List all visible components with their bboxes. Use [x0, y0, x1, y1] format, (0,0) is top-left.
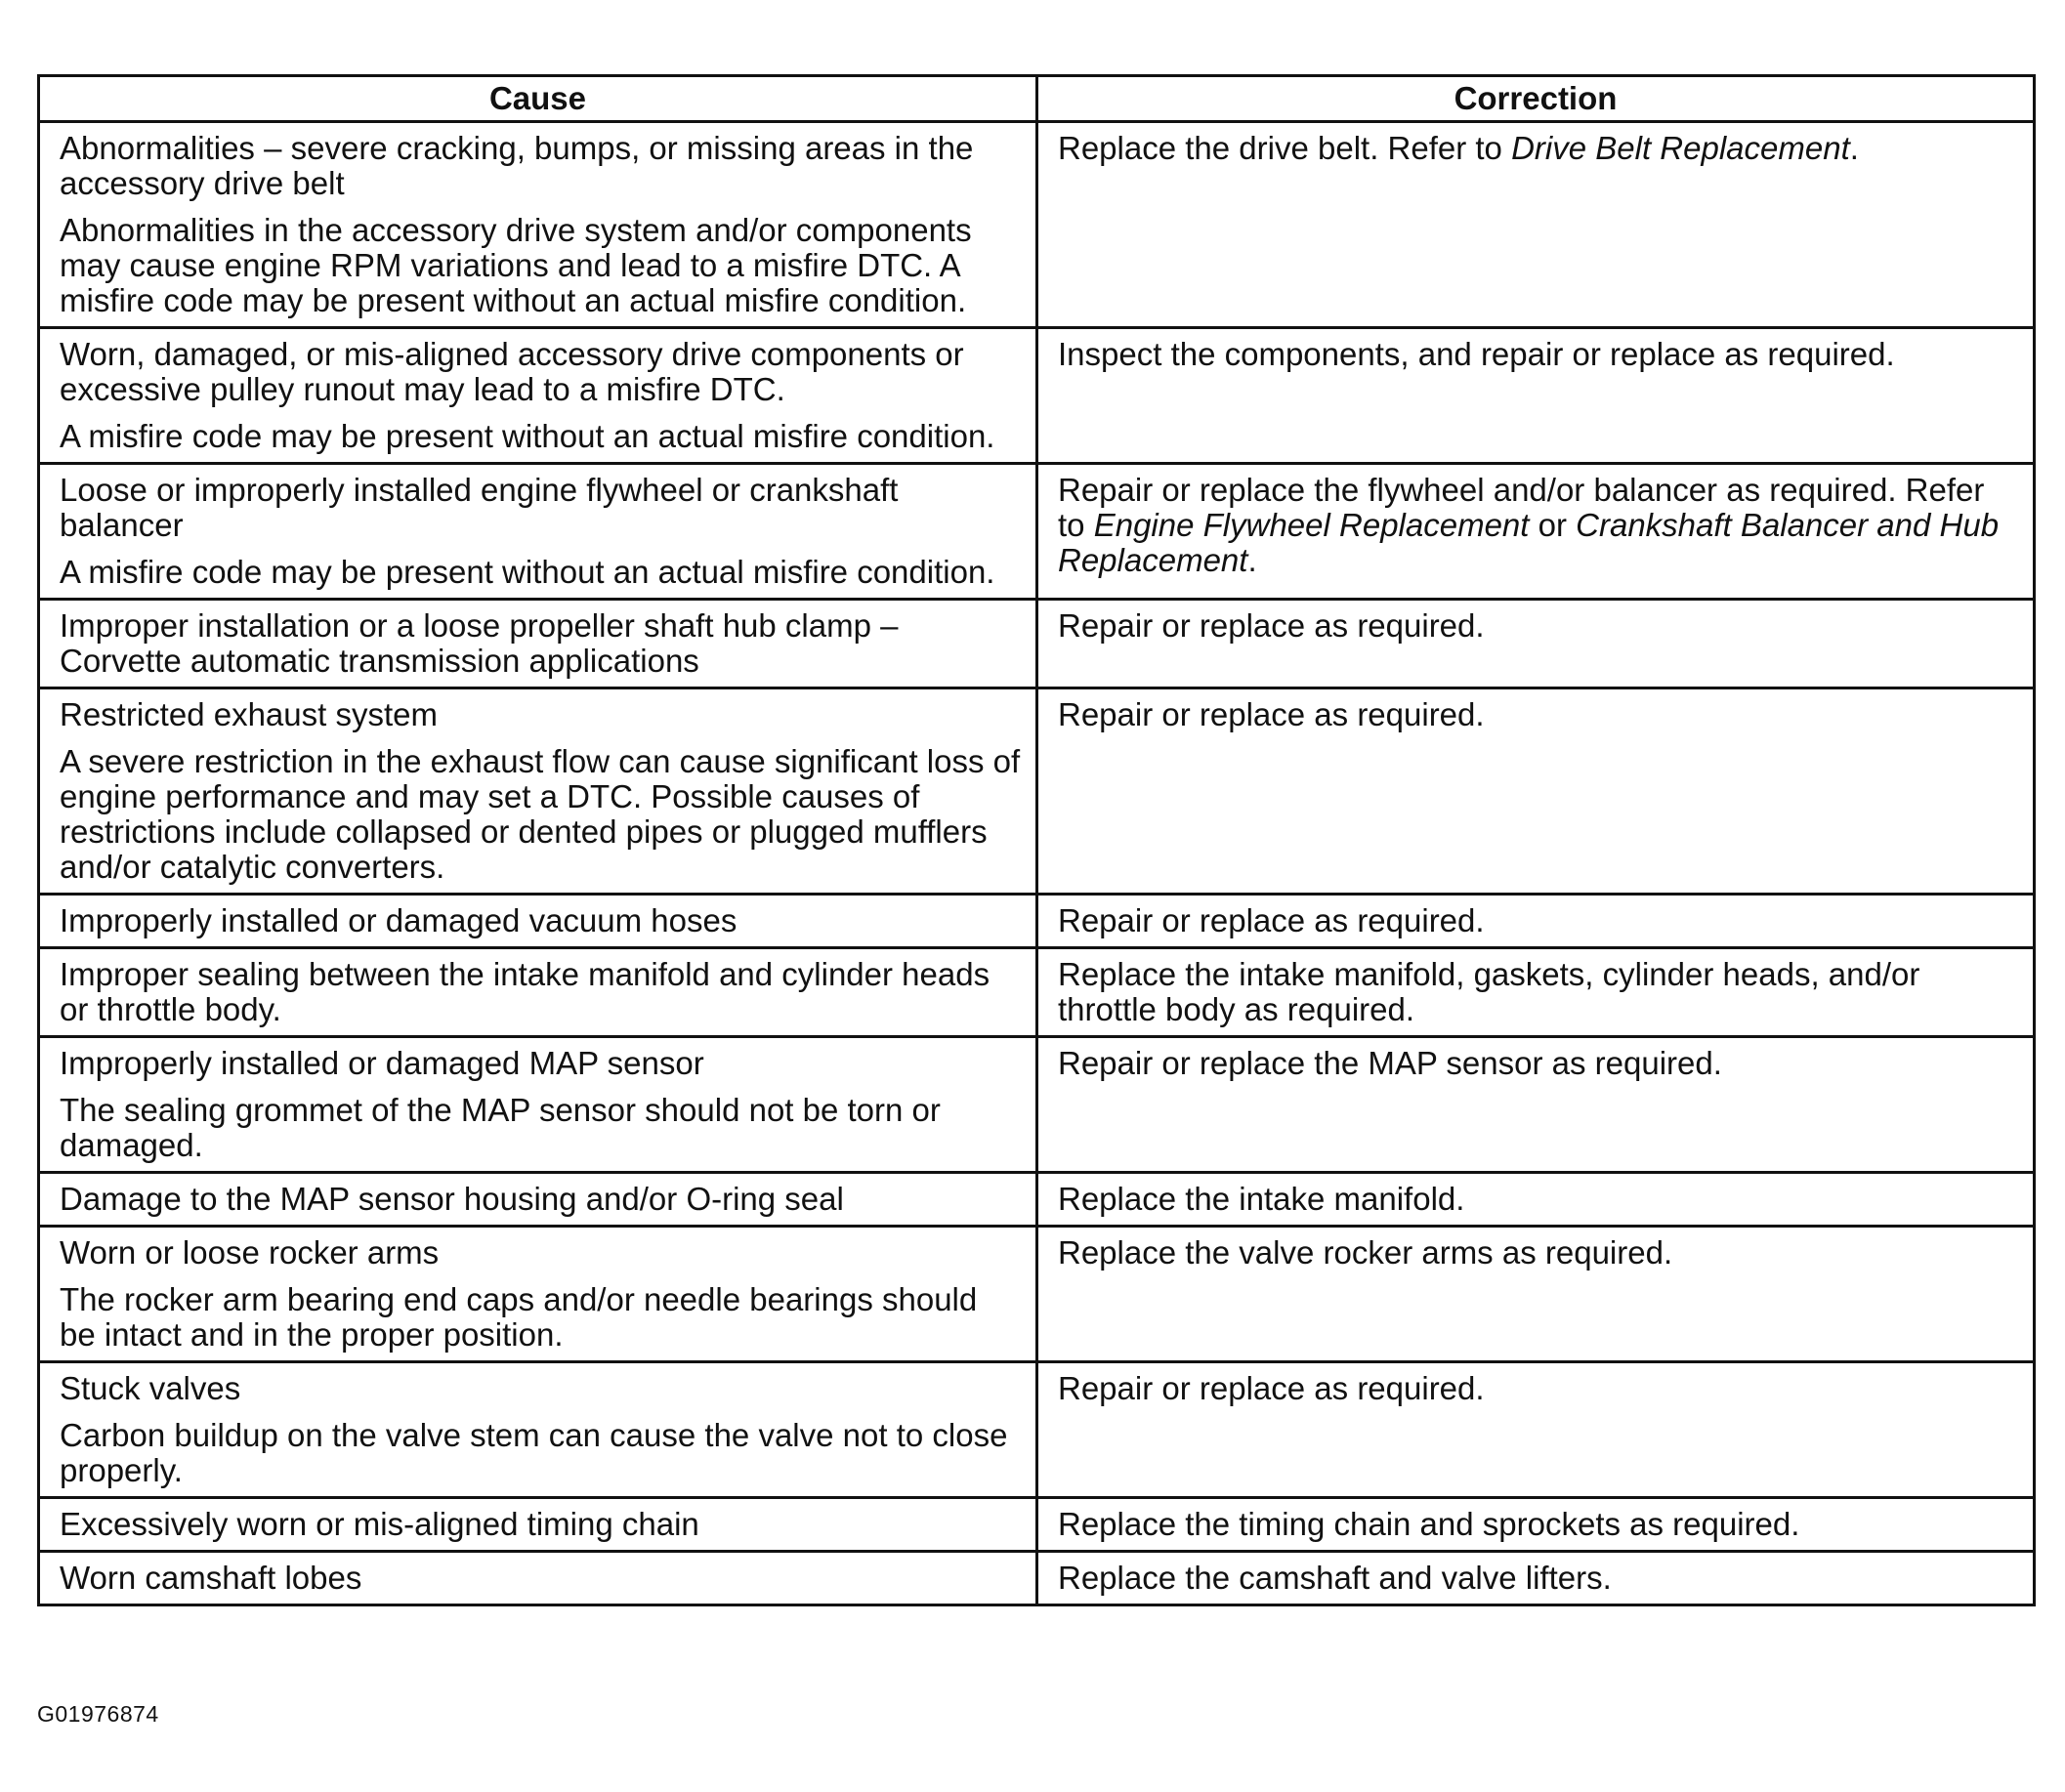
- correction-text: [1058, 1371, 2019, 1406]
- table-header-row: [39, 76, 2035, 122]
- correction-cell: [1037, 328, 2035, 464]
- procedure-reference: Crankshaft Balancer and Hub Replacement: [1058, 507, 2000, 578]
- correction-cell: [1037, 1037, 2035, 1173]
- correction-text: [1058, 957, 2019, 1027]
- correction-fragment: Repair or replace the MAP sensor as required.: [1058, 1045, 1722, 1081]
- cause-cell: [39, 688, 1037, 895]
- cause-text: Worn or loose rocker arms: [60, 1234, 440, 1271]
- correction-text: [1058, 1561, 2019, 1596]
- table-row: [39, 688, 2035, 895]
- table-row: [39, 122, 2035, 328]
- cause-text: Stuck valves: [60, 1370, 241, 1406]
- correction-fragment: Replace the intake manifold.: [1058, 1181, 1465, 1217]
- table-row: [39, 1362, 2035, 1498]
- table-row: [39, 1552, 2035, 1605]
- table-body: [39, 122, 2035, 1605]
- correction-cell: [1037, 464, 2035, 600]
- correction-cell: [1037, 600, 2035, 688]
- correction-fragment: Replace the drive belt. Refer to: [1058, 130, 1512, 166]
- cause-text: Improperly installed or damaged MAP sensor: [60, 1045, 704, 1081]
- table-row: [39, 948, 2035, 1037]
- column-header-correction: Correction: [1037, 76, 2035, 122]
- cause-text: Excessively worn or mis-aligned timing chain: [60, 1506, 699, 1542]
- cause-note: Carbon buildup on the valve stem can cause the valve not to close properly.: [60, 1417, 1008, 1488]
- procedure-reference: Engine Flywheel Replacement: [1093, 507, 1530, 543]
- cause-cell: [39, 464, 1037, 600]
- cause-text: Improper sealing between the intake manifold and cylinder heads or throttle body.: [60, 956, 990, 1027]
- table-row: [39, 1227, 2035, 1362]
- correction-fragment: Repair or replace as required.: [1058, 607, 1485, 644]
- table-row: [39, 1498, 2035, 1552]
- cause-text: Abnormalities – severe cracking, bumps, or missing areas in the accessory drive belt: [60, 130, 974, 201]
- correction-cell: [1037, 1227, 2035, 1362]
- cause-note: The rocker arm bearing end caps and/or needle bearings should be intact and in the proper position.: [60, 1281, 978, 1353]
- correction-cell: [1037, 895, 2035, 948]
- correction-text: [1058, 1235, 2019, 1271]
- correction-text: [1058, 697, 2019, 732]
- document-sheet: [37, 74, 2033, 1606]
- correction-text: [1058, 1182, 2019, 1217]
- table-row: [39, 600, 2035, 688]
- cause-cell: [39, 895, 1037, 948]
- correction-text: [1058, 473, 2019, 578]
- correction-fragment: Replace the timing chain and sprockets as required.: [1058, 1506, 1800, 1542]
- correction-fragment: or: [1529, 507, 1577, 543]
- table-row: [39, 895, 2035, 948]
- cause-note: Abnormalities in the accessory drive system and/or components may cause engine RPM variations and lead to a misfire DTC. A misfire code may be present without an actual misfire condition.: [60, 212, 972, 318]
- cause-cell: [39, 1498, 1037, 1552]
- cause-text: Improperly installed or damaged vacuum hoses: [60, 902, 738, 938]
- cause-cell: [39, 1173, 1037, 1227]
- table-row: [39, 328, 2035, 464]
- cause-text: Improper installation or a loose propeller shaft hub clamp – Corvette automatic transmission applications: [60, 607, 899, 679]
- table-row: [39, 1173, 2035, 1227]
- cause-cell: [39, 1037, 1037, 1173]
- correction-fragment: .: [1247, 542, 1257, 578]
- table-row: [39, 464, 2035, 600]
- cause-note: A misfire code may be present without an actual misfire condition.: [60, 554, 995, 590]
- cause-cell: [39, 122, 1037, 328]
- correction-fragment: Repair or replace as required.: [1058, 696, 1485, 732]
- correction-fragment: Replace the camshaft and valve lifters.: [1058, 1560, 1612, 1596]
- cause-cell: [39, 1362, 1037, 1498]
- cause-correction-table: [37, 74, 2036, 1606]
- cause-note: A misfire code may be present without an actual misfire condition.: [60, 418, 995, 454]
- cause-text: Loose or improperly installed engine flywheel or crankshaft balancer: [60, 472, 899, 543]
- cause-text: Worn, damaged, or mis-aligned accessory drive components or excessive pulley runout may lead to a misfire DTC.: [60, 336, 964, 407]
- correction-text: [1058, 903, 2019, 938]
- correction-fragment: .: [1849, 130, 1859, 166]
- correction-fragment: Repair or replace the flywheel and/or balancer as required. Refer to: [1058, 472, 1985, 543]
- cause-cell: [39, 600, 1037, 688]
- cause-cell: [39, 1227, 1037, 1362]
- correction-cell: [1037, 122, 2035, 328]
- cause-cell: [39, 948, 1037, 1037]
- correction-cell: [1037, 1362, 2035, 1498]
- cause-cell: [39, 328, 1037, 464]
- correction-text: [1058, 131, 2019, 166]
- cause-text: Damage to the MAP sensor housing and/or O-ring seal: [60, 1181, 844, 1217]
- correction-cell: [1037, 948, 2035, 1037]
- cause-text: Worn camshaft lobes: [60, 1560, 362, 1596]
- cause-note: A severe restriction in the exhaust flow can cause significant loss of engine performance and may set a DTC. Possible causes of restrictions include collapsed or dented pipes or plugged mufflers and/or catalytic converters.: [60, 743, 1021, 885]
- correction-text: [1058, 1507, 2019, 1542]
- correction-text: [1058, 337, 2019, 372]
- correction-fragment: Replace the intake manifold, gaskets, cylinder heads, and/or throttle body as required.: [1058, 956, 1920, 1027]
- table-row: [39, 1037, 2035, 1173]
- correction-fragment: Repair or replace as required.: [1058, 902, 1485, 938]
- correction-fragment: Inspect the components, and repair or replace as required.: [1058, 336, 1895, 372]
- column-header-cause: Cause: [39, 76, 1037, 122]
- cause-text: Restricted exhaust system: [60, 696, 438, 732]
- correction-text: [1058, 1046, 2019, 1081]
- correction-cell: [1037, 1173, 2035, 1227]
- correction-cell: [1037, 688, 2035, 895]
- figure-id: G01976874: [37, 1701, 159, 1727]
- correction-fragment: Replace the valve rocker arms as required.: [1058, 1234, 1673, 1271]
- cause-note: The sealing grommet of the MAP sensor should not be torn or damaged.: [60, 1092, 941, 1163]
- cause-cell: [39, 1552, 1037, 1605]
- correction-fragment: Repair or replace as required.: [1058, 1370, 1485, 1406]
- correction-text: [1058, 608, 2019, 644]
- correction-cell: [1037, 1498, 2035, 1552]
- correction-cell: [1037, 1552, 2035, 1605]
- procedure-reference: Drive Belt Replacement: [1511, 130, 1850, 166]
